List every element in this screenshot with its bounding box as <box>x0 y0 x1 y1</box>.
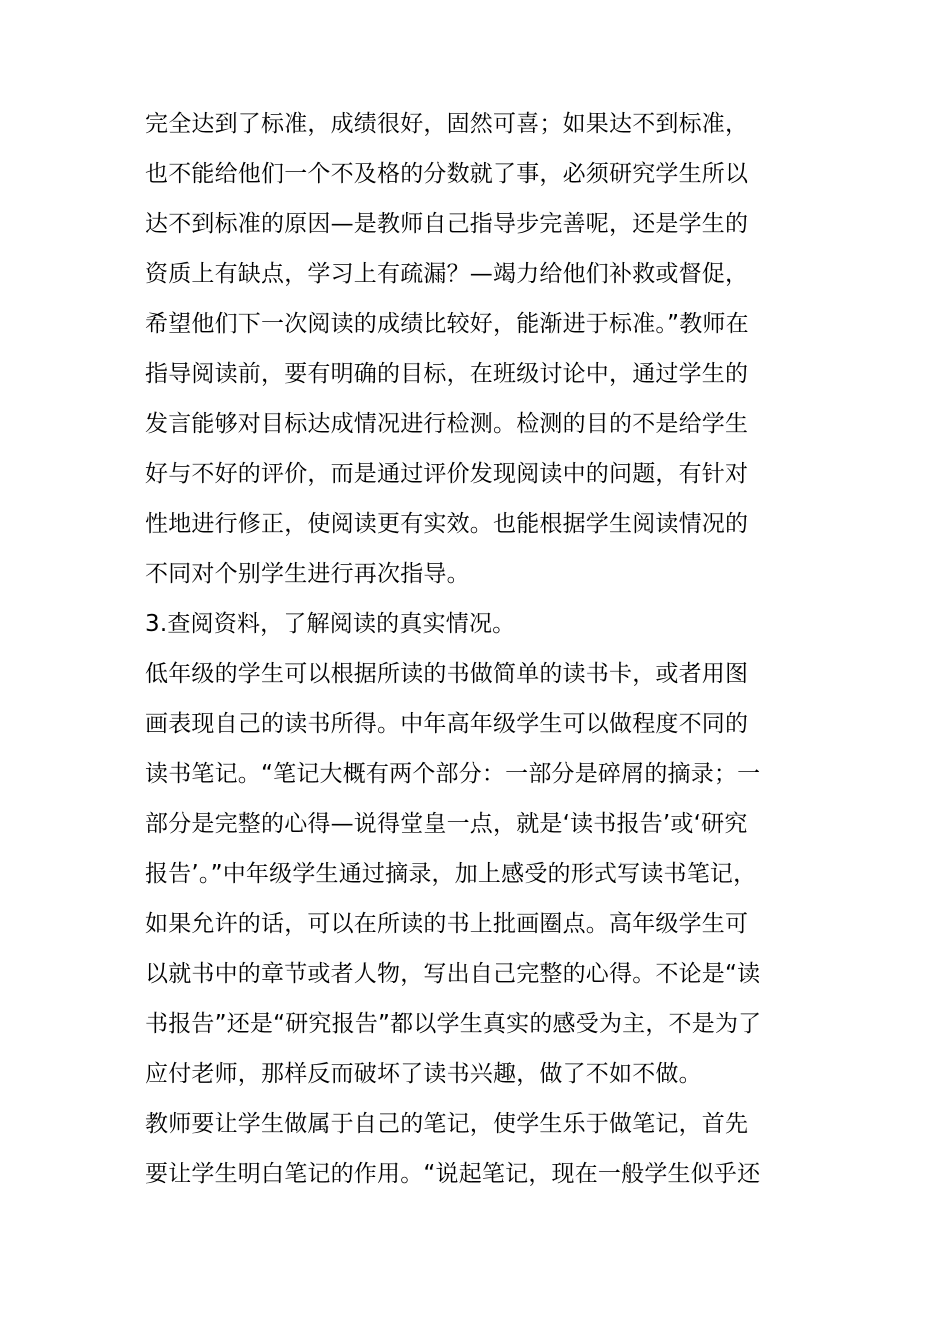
text-line: 报告’。”中年级学生通过摘录，加上感受的形式写读书笔记， <box>145 861 757 887</box>
body-text <box>145 99 810 1199</box>
text-line: 性地进行修正，使阅读更有实效。也能根据学生阅读情况的 <box>145 511 749 537</box>
text-line: 不同对个别学生进行再次指导。 <box>145 561 470 587</box>
text-line: 好与不好的评价，而是通过评价发现阅读中的问题，有针对 <box>145 461 749 487</box>
text-line: 画表现自己的读书所得。中年高年级学生可以做程度不同的 <box>145 711 749 737</box>
text-line: 完全达到了标准，成绩很好，固然可喜；如果达不到标准， <box>145 111 749 137</box>
text-line: 书报告”还是“研究报告”都以学生真实的感受为主，不是为了 <box>145 1011 762 1037</box>
text-line: 指导阅读前，要有明确的目标，在班级讨论中，通过学生的 <box>145 361 749 387</box>
text-line: 应付老师，那样反而破坏了读书兴趣，做了不如不做。 <box>145 1061 702 1087</box>
text-line: 教师要让学生做属于自己的笔记，使学生乐于做笔记，首先 <box>145 1111 749 1137</box>
text-line: 部分是完整的心得—说得堂皇一点，就是‘读书报告’或‘研究 <box>145 811 748 837</box>
text-line: 达不到标准的原因—是教师自己指导步完善呢，还是学生的 <box>145 211 749 237</box>
text-line: 希望他们下一次阅读的成绩比较好，能渐进于标准。”教师在 <box>145 311 749 337</box>
text-line: 也不能给他们一个不及格的分数就了事，必须研究学生所以 <box>145 161 749 187</box>
text-line: 读书笔记。“笔记大概有两个部分：一部分是碎屑的摘录；一 <box>145 761 761 787</box>
text-line: 如果允许的话，可以在所读的书上批画圈点。高年级学生可 <box>145 911 749 937</box>
text-line: 发言能够对目标达成情况进行检测。检测的目的不是给学生 <box>145 411 749 437</box>
text-line: 以就书中的章节或者人物，写出自己完整的心得。不论是“读 <box>145 961 761 987</box>
text-line: 低年级的学生可以根据所读的书做简单的读书卡，或者用图 <box>145 661 749 687</box>
text-line: 资质上有缺点，学习上有疏漏？—竭力给他们补救或督促， <box>145 261 749 287</box>
text-line: 要让学生明白笔记的作用。“说起笔记，现在一般学生似乎还 <box>145 1161 761 1187</box>
section-heading: 3.查阅资料，了解阅读的真实情况。 <box>145 611 516 637</box>
